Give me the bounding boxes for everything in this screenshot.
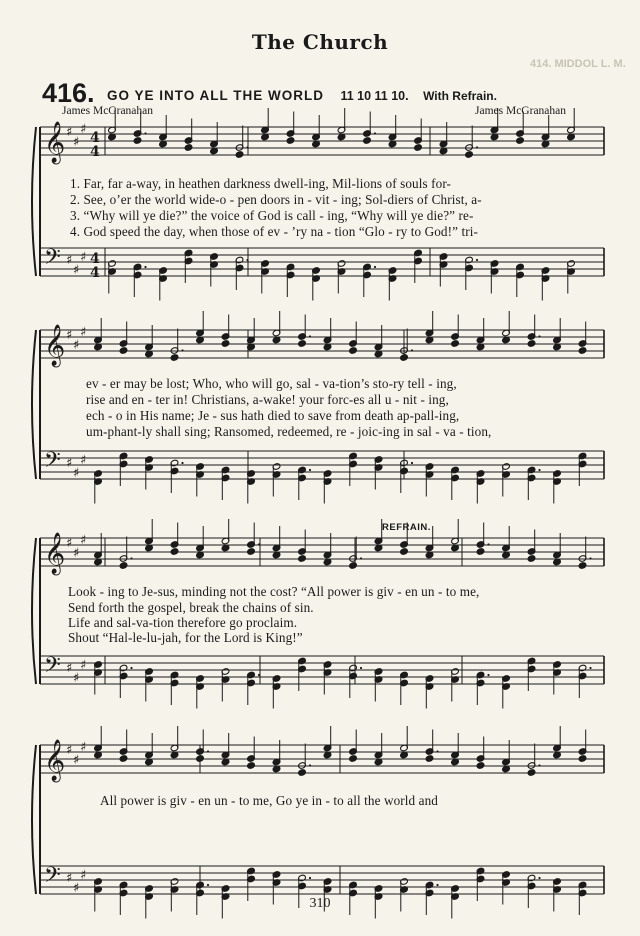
dot-icon bbox=[436, 884, 438, 886]
sharp-icon: ♯ bbox=[66, 125, 73, 140]
note-head bbox=[196, 755, 205, 763]
time-signature-bottom: 4 bbox=[90, 265, 100, 281]
hymn-meter: 11 10 11 10. bbox=[340, 89, 409, 103]
note-head bbox=[221, 340, 230, 348]
note-head bbox=[578, 755, 587, 763]
dot-icon bbox=[476, 146, 478, 148]
sharp-icon: ♯ bbox=[80, 533, 87, 548]
note-head bbox=[133, 137, 142, 145]
note-head bbox=[465, 151, 474, 159]
dot-icon bbox=[538, 764, 540, 766]
dot-icon bbox=[181, 462, 183, 464]
dot-icon bbox=[258, 674, 260, 676]
hymn-refrain-note: With Refrain. bbox=[423, 89, 497, 103]
bass-clef-icon: 𝄢 bbox=[44, 653, 61, 683]
sharp-icon: ♯ bbox=[73, 338, 80, 353]
refrain-label: REFRAIN. bbox=[382, 522, 431, 533]
note-head bbox=[119, 562, 128, 570]
treble-clef-icon: 𝄞 bbox=[44, 533, 66, 574]
sharp-icon: ♯ bbox=[73, 466, 80, 481]
note-head bbox=[527, 340, 536, 348]
note-head bbox=[400, 548, 409, 556]
dot-icon bbox=[207, 750, 209, 752]
lyric-verse-2-line: rise and en - ter in! Christians, a-wake! your forc-es all u - nit - ing, bbox=[86, 392, 449, 407]
sharp-icon: ♯ bbox=[73, 546, 80, 561]
treble-clef-icon: 𝄞 bbox=[44, 122, 66, 163]
dot-icon bbox=[411, 462, 413, 464]
dot-icon bbox=[538, 469, 540, 471]
sharp-icon: ♯ bbox=[80, 453, 87, 468]
note-head bbox=[170, 548, 179, 556]
note-head bbox=[578, 347, 587, 355]
note-head bbox=[349, 347, 358, 355]
bass-clef-icon: 𝄢 bbox=[44, 245, 61, 275]
note-head bbox=[247, 548, 256, 556]
dot-icon bbox=[360, 667, 362, 669]
words-credit: James McGranahan bbox=[62, 105, 154, 117]
dot-icon bbox=[411, 349, 413, 351]
time-signature-bottom: 4 bbox=[90, 144, 100, 160]
sharp-icon: ♯ bbox=[80, 740, 87, 755]
dot-icon bbox=[181, 349, 183, 351]
note-head bbox=[298, 769, 307, 777]
sharp-icon: ♯ bbox=[66, 456, 73, 471]
sharp-icon: ♯ bbox=[80, 122, 87, 137]
hymn-number: 416. bbox=[42, 78, 95, 108]
brace-icon bbox=[32, 330, 36, 479]
sharp-icon: ♯ bbox=[80, 868, 87, 883]
note-head bbox=[298, 340, 307, 348]
dot-icon bbox=[309, 335, 311, 337]
lyric-verse-1-line: 1. Far, far a-way, in heathen darkness dwell-ing, Mil-lions of souls for- bbox=[70, 176, 452, 191]
lyric-verse-3-line: ech - o in His name; Je - sus hath died to save from death ap-pall-ing, bbox=[86, 408, 460, 423]
sharp-icon: ♯ bbox=[73, 135, 80, 150]
lyric-verse-3-line: 3. “Why will ye die?” the voice of God is call - ing, “Why will ye die?” re- bbox=[70, 208, 474, 223]
dot-icon bbox=[487, 674, 489, 676]
lyric-verse-4-line: um-phant-ly shall sing; Ransomed, redeemed, re - joic-ing in sal - va - tion, bbox=[86, 424, 492, 439]
sharp-icon: ♯ bbox=[73, 881, 80, 896]
dot-icon bbox=[589, 557, 591, 559]
dot-icon bbox=[144, 266, 146, 268]
lyric-verse-4-line: 4. God speed the day, when those of ev - ’ry na - tion “Glo - ry to God!” tri- bbox=[70, 224, 478, 239]
note-head bbox=[400, 354, 409, 362]
dot-icon bbox=[246, 146, 248, 148]
dot-icon bbox=[309, 877, 311, 879]
sharp-icon: ♯ bbox=[73, 671, 80, 686]
lyric-verse-3-line: Life and sal-va-tion therefore go proclaim. bbox=[68, 615, 298, 630]
brace-icon bbox=[32, 745, 36, 894]
dot-icon bbox=[374, 132, 376, 134]
sharp-icon: ♯ bbox=[80, 325, 87, 340]
note-head bbox=[476, 762, 485, 770]
sharp-icon: ♯ bbox=[80, 250, 87, 265]
hymn-title: GO YE INTO ALL THE WORLD bbox=[107, 88, 325, 103]
page-header: The Church bbox=[251, 30, 389, 54]
note-head bbox=[298, 555, 307, 563]
dot-icon bbox=[258, 543, 260, 545]
sharp-icon: ♯ bbox=[66, 536, 73, 551]
sharp-icon: ♯ bbox=[66, 253, 73, 268]
lyric-verse-1-line: ev - er may be lost; Who, who will go, sal - va-tion’s sto-ry tell - ing, bbox=[86, 376, 457, 391]
dot-icon bbox=[436, 750, 438, 752]
sharp-icon: ♯ bbox=[73, 263, 80, 278]
sharp-icon: ♯ bbox=[66, 743, 73, 758]
dot-icon bbox=[309, 469, 311, 471]
dot-icon bbox=[538, 335, 540, 337]
dot-icon bbox=[246, 259, 248, 261]
brace-icon bbox=[32, 538, 36, 684]
note-head bbox=[414, 144, 423, 152]
music-credit: James McGranahan bbox=[475, 105, 567, 117]
note-head bbox=[476, 548, 485, 556]
dot-icon bbox=[476, 259, 478, 261]
note-head bbox=[247, 762, 256, 770]
time-signature-top: 4 bbox=[90, 130, 100, 146]
sharp-icon: ♯ bbox=[66, 871, 73, 886]
bleed-through-text: 414. MIDDOL L. M. bbox=[530, 58, 626, 70]
sharp-icon: ♯ bbox=[66, 328, 73, 343]
note-head bbox=[235, 151, 244, 159]
dot-icon bbox=[309, 764, 311, 766]
treble-clef-icon: 𝄞 bbox=[44, 740, 66, 781]
brace-icon bbox=[32, 127, 36, 276]
sharp-icon: ♯ bbox=[66, 661, 73, 676]
dot-icon bbox=[360, 557, 362, 559]
dot-icon bbox=[374, 266, 376, 268]
dot-icon bbox=[130, 667, 132, 669]
lyric-verse-1-line: Look - ing to Je-sus, minding not the cost? “All power is giv - en un - to me, bbox=[68, 584, 480, 599]
note-head bbox=[578, 562, 587, 570]
note-head bbox=[286, 137, 295, 145]
note-head bbox=[170, 354, 179, 362]
time-signature-top: 4 bbox=[90, 251, 100, 267]
dot-icon bbox=[130, 557, 132, 559]
note-head bbox=[349, 755, 358, 763]
bass-clef-icon: 𝄢 bbox=[44, 448, 61, 478]
treble-clef-icon: 𝄞 bbox=[44, 325, 66, 366]
note-head bbox=[527, 555, 536, 563]
page-number: 310 bbox=[309, 896, 331, 911]
dot-icon bbox=[487, 543, 489, 545]
sharp-icon: ♯ bbox=[80, 658, 87, 673]
sharp-icon: ♯ bbox=[73, 753, 80, 768]
lyric-verse-2-line: Send forth the gospel, break the chains of sin. bbox=[68, 600, 314, 615]
note-head bbox=[425, 755, 434, 763]
note-head bbox=[119, 755, 128, 763]
note-head bbox=[363, 137, 372, 145]
note-head bbox=[451, 340, 460, 348]
lyric-verse-4-line: Shout “Hal-le-lu-jah, for the Lord is King!” bbox=[68, 630, 303, 645]
bass-clef-icon: 𝄢 bbox=[44, 863, 61, 893]
lyric-refrain-line: All power is giv - en un - to me, Go ye in - to all the world and bbox=[100, 793, 438, 808]
note-head bbox=[516, 137, 525, 145]
dot-icon bbox=[538, 877, 540, 879]
dot-icon bbox=[207, 884, 209, 886]
note-head bbox=[527, 769, 536, 777]
dot-icon bbox=[589, 667, 591, 669]
note-head bbox=[119, 347, 128, 355]
lyric-verse-2-line: 2. See, o’er the world wide-o - pen doors in - vit - ing; Sol-diers of Christ, a- bbox=[70, 192, 482, 207]
note-head bbox=[349, 562, 358, 570]
note-head bbox=[184, 144, 193, 152]
dot-icon bbox=[144, 132, 146, 134]
